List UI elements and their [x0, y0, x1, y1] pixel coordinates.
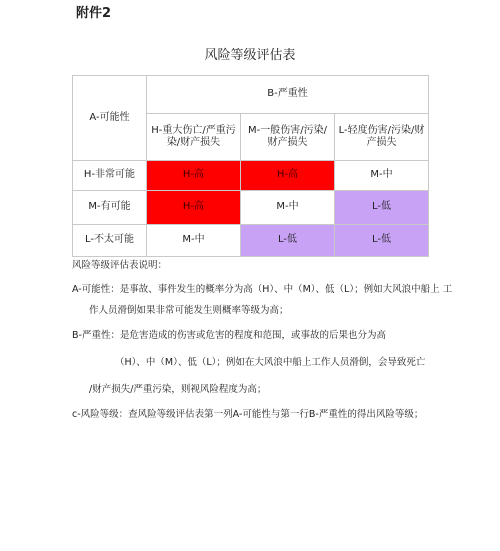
risk-cell: M-中	[147, 225, 241, 257]
document-title: 风险等级评估表	[204, 48, 296, 63]
severity-col-medium: M-一般伤害/污染/ 财产损失	[241, 114, 335, 161]
risk-cell: M-中	[241, 191, 335, 225]
risk-cell: L-低	[335, 225, 429, 257]
attachment-label: 附件2	[76, 6, 112, 21]
risk-cell: M-中	[335, 161, 429, 191]
severity-col-high: H-重大伤亡/严重污 染/财产损失	[147, 114, 241, 161]
row-label-likely: M-有可能	[73, 191, 147, 225]
table-row	[73, 225, 429, 257]
severity-col-low: L-轻度伤害/污染/财产损失	[335, 114, 429, 161]
notes-heading: 风险等级评估表说明：	[72, 260, 168, 271]
risk-cell: H-高	[147, 191, 241, 225]
note-b-line-2: （H）、中（M）、低（L）；例如在大风浪中船上工作人员滑倒，会导致死亡	[115, 357, 426, 369]
note-a-line-2: 作人员滑倒如果非常可能发生则概率等级为高；	[89, 304, 289, 316]
severity-header: B-严重性	[147, 76, 429, 114]
table-row	[73, 161, 429, 191]
note-b-line-3: /财产损失/严重污染，则视风险程度为高；	[89, 384, 267, 396]
risk-cell: H-高	[147, 161, 241, 191]
note-c-line: c-风险等级：查风险等级评估表第一列A-可能性与第一行B-严重性的得出风险等级；	[72, 408, 424, 420]
risk-cell: H-高	[241, 161, 335, 191]
risk-cell: L-低	[335, 191, 429, 225]
note-b-line-1: B-严重性：是危害造成的伤害或危害的程度和范围，或事故的后果也分为高	[72, 330, 386, 342]
row-label-unlikely: L-不太可能	[73, 225, 147, 257]
corner-label: A-可能性	[73, 76, 147, 161]
note-a-line-1: A-可能性：是事故、事件发生的概率分为高（H）、中（M）、低（L）；例如大风浪中船上 工	[72, 283, 453, 295]
risk-cell: L-低	[241, 225, 335, 257]
notes-section	[72, 260, 472, 422]
table-row	[73, 191, 429, 225]
risk-matrix-table	[72, 75, 429, 257]
row-label-very-likely: H-非常可能	[73, 161, 147, 191]
